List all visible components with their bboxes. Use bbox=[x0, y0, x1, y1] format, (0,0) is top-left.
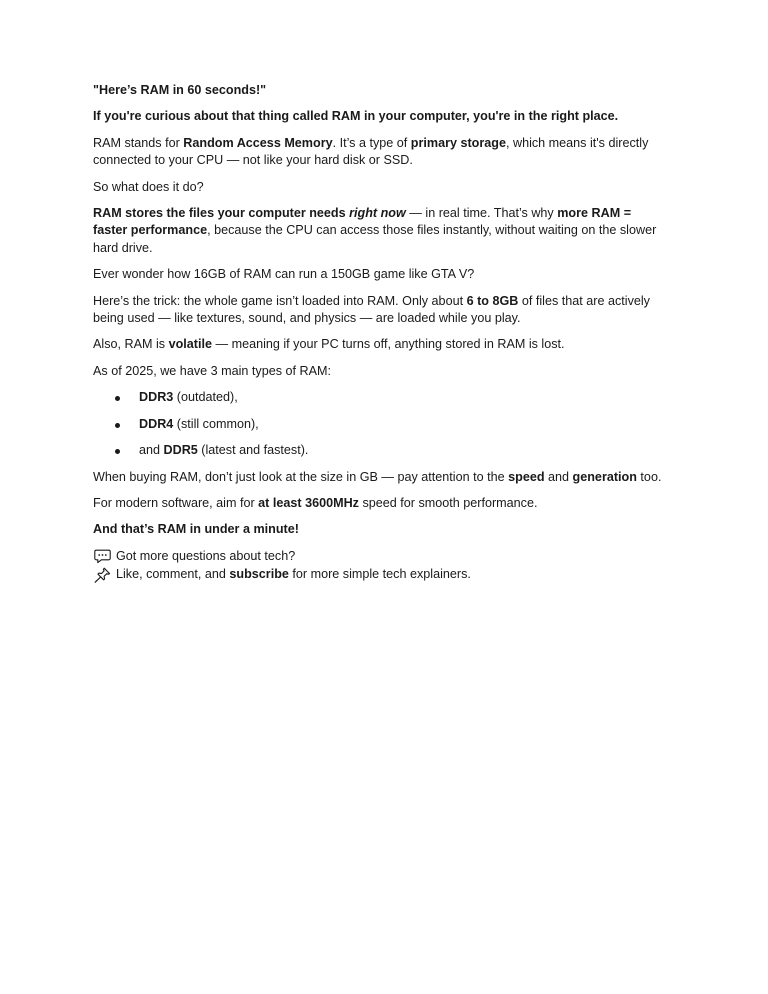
trick-text-2: of files that are actively being used — like textures, sound, and physics — are loaded while you play. bbox=[93, 293, 650, 326]
ram-type-name: DDR4 bbox=[139, 416, 174, 431]
volatile-bold: volatile bbox=[168, 337, 212, 352]
definition-bold-ram: Random Access Memory bbox=[183, 135, 333, 150]
ram-types-list bbox=[93, 389, 668, 459]
cta-subscribe-bold: subscribe bbox=[229, 567, 289, 582]
buying-advice-paragraph bbox=[93, 469, 668, 486]
ram-type-desc: (latest and fastest). bbox=[197, 443, 309, 458]
volatile-text-2: — meaning if your PC turns off, anything stored in RAM is lost. bbox=[211, 337, 565, 352]
definition-bold-primary-storage: primary storage bbox=[410, 135, 506, 150]
speed-bold: at least 3600MHz bbox=[258, 495, 359, 510]
function-text-2: , because the CPU can access those files instantly, without waiting on the slower hard drive. bbox=[93, 223, 657, 255]
speech-bubble-icon bbox=[93, 549, 111, 565]
function-bold-italic: right now bbox=[349, 206, 406, 221]
speed-text-2: speed for smooth performance. bbox=[358, 495, 538, 510]
pushpin-icon bbox=[93, 567, 111, 583]
trick-text-1: Here’s the trick: the whole game isn’t loaded into RAM. Only about bbox=[93, 293, 467, 308]
question-paragraph: So what does it do? bbox=[93, 179, 204, 194]
trick-bold: 6 to 8GB bbox=[466, 293, 519, 308]
bullet-icon bbox=[115, 423, 120, 428]
call-to-action bbox=[93, 548, 668, 584]
list-item bbox=[93, 389, 668, 406]
cta-subscribe-line bbox=[93, 566, 668, 584]
document-title: "Here’s RAM in 60 seconds!" bbox=[93, 83, 267, 97]
types-intro-paragraph: As of 2025, we have 3 main types of RAM: bbox=[93, 363, 332, 378]
buying-bold-speed: speed bbox=[508, 469, 545, 484]
intro-paragraph: If you're curious about that thing called RAM in your computer, you're in the right place. bbox=[93, 109, 619, 124]
function-paragraph bbox=[93, 205, 668, 257]
definition-text-1: RAM stands for bbox=[93, 135, 184, 150]
volatile-paragraph bbox=[93, 336, 668, 353]
bullet-icon bbox=[115, 396, 120, 401]
volatile-text-1: Also, RAM is bbox=[93, 337, 169, 352]
cta-subscribe-text: Like, comment, and subscribe for more simple tech explainers. bbox=[116, 567, 471, 582]
ram-type-name: DDR3 bbox=[139, 390, 174, 405]
cta-questions-text: Got more questions about tech? bbox=[116, 549, 296, 564]
definition-text-3: , which means it's directly connected to your CPU — not like your hard disk or SSD. bbox=[93, 135, 649, 168]
ram-type-desc: (still common), bbox=[173, 416, 259, 431]
buying-text-1: When buying RAM, don’t just look at the size in GB — pay attention to the bbox=[93, 469, 509, 484]
cta-questions-line bbox=[93, 548, 668, 566]
outro-paragraph: And that’s RAM in under a minute! bbox=[93, 522, 299, 537]
definition-text-2: . It’s a type of bbox=[332, 135, 411, 150]
function-text-1: — in real time. That’s why bbox=[405, 206, 558, 221]
ram-type-name: DDR5 bbox=[163, 443, 198, 458]
buying-bold-generation: generation bbox=[572, 469, 637, 484]
buying-text-3: too. bbox=[636, 469, 662, 484]
function-bold-1: RAM stores the files your computer needs bbox=[93, 206, 350, 221]
ram-type-desc: (outdated), bbox=[173, 390, 238, 405]
gta-question-paragraph: Ever wonder how 16GB of RAM can run a 150GB game like GTA V? bbox=[93, 267, 475, 282]
speed-text-1: For modern software, aim for bbox=[93, 495, 259, 510]
trick-paragraph bbox=[93, 293, 668, 328]
buying-text-2: and bbox=[544, 469, 573, 484]
definition-paragraph bbox=[93, 135, 668, 170]
speed-advice-paragraph bbox=[93, 495, 668, 512]
list-item bbox=[93, 416, 668, 433]
bullet-icon bbox=[115, 449, 120, 454]
function-bold-2: more RAM = faster performance bbox=[93, 206, 632, 238]
list-item: and DDR5 (latest and fastest). bbox=[93, 442, 668, 459]
